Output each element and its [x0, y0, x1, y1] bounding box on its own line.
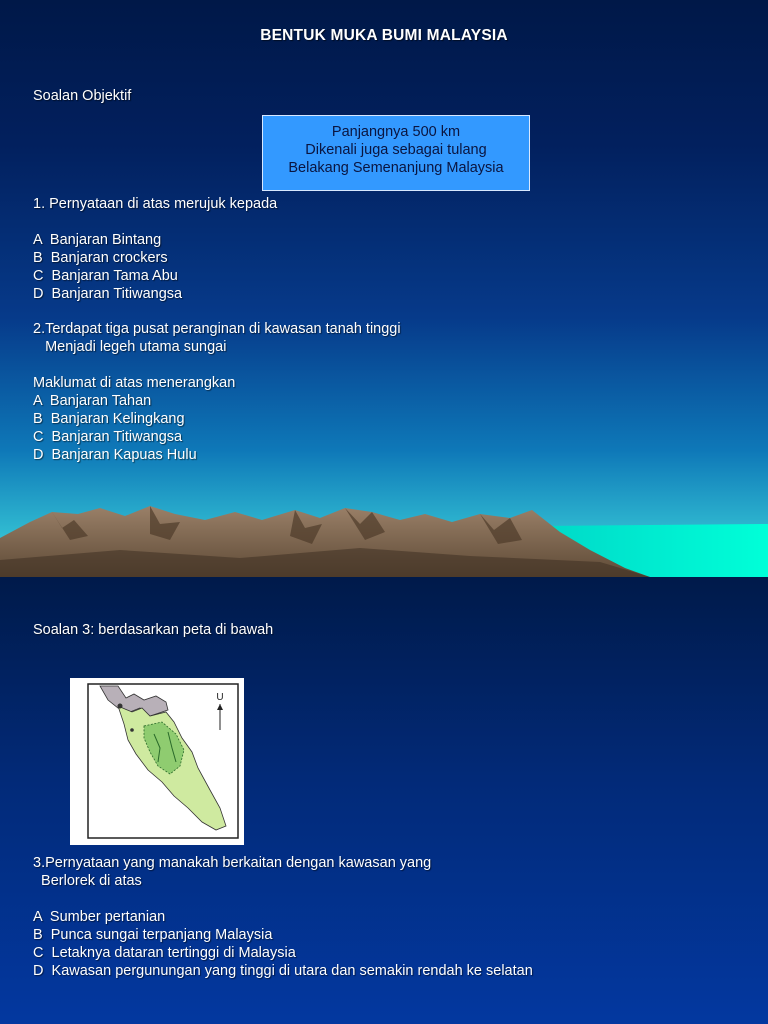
- option-d: D Banjaran Titiwangsa: [33, 286, 183, 302]
- option-b: B Punca sungai terpanjang Malaysia: [33, 927, 273, 943]
- option-a: A Banjaran Bintang: [33, 232, 162, 248]
- mountain-landscape-graphic: [0, 500, 768, 577]
- option-c: C Banjaran Tama Abu: [33, 268, 178, 284]
- option-a: A Sumber pertanian: [33, 909, 166, 925]
- option-d: D Banjaran Kapuas Hulu: [33, 447, 197, 463]
- question-1-options: [33, 231, 182, 303]
- option-c: C Banjaran Titiwangsa: [33, 429, 183, 445]
- peninsular-malaysia-map: [70, 678, 244, 845]
- question-3-stem-line-2: Berlorek di atas: [33, 873, 142, 889]
- option-b: B Banjaran Kelingkang: [33, 411, 185, 427]
- north-label: U: [216, 692, 224, 703]
- question-3-options: [33, 908, 533, 980]
- map-graphic: [70, 678, 244, 845]
- question-2-options: [33, 392, 197, 464]
- question-1-stem: 1. Pernyataan di atas merujuk kepada: [33, 196, 278, 212]
- option-c: C Letaknya dataran tertinggi di Malaysia: [33, 945, 296, 961]
- info-box: [262, 115, 530, 191]
- slide-2: [0, 577, 768, 1024]
- option-a: A Banjaran Tahan: [33, 393, 152, 409]
- question-3-stem-line-1: 3.Pernyataan yang manakah berkaitan dengan kawasan yang: [33, 855, 432, 871]
- option-d: D Kawasan pergunungan yang tinggi di utara dan semakin rendah ke selatan: [33, 963, 533, 979]
- question-3-heading: Soalan 3: berdasarkan peta di bawah: [33, 622, 274, 638]
- slide-title: BENTUK MUKA BUMI MALAYSIA: [260, 27, 508, 44]
- section-label: Soalan Objektif: [33, 88, 132, 104]
- option-b: B Banjaran crockers: [33, 250, 168, 266]
- question-2-lead: Maklumat di atas menerangkan: [33, 375, 236, 391]
- info-line-3: Belakang Semenanjung Malaysia: [288, 160, 504, 176]
- question-2-stem-line-2: Menjadi legeh utama sungai: [33, 339, 227, 355]
- question-2-stem-line-1: 2.Terdapat tiga pusat peranginan di kawasan tanah tinggi: [33, 321, 401, 337]
- info-line-2: Dikenali juga sebagai tulang: [305, 142, 487, 158]
- info-line-1: Panjangnya 500 km: [331, 124, 461, 140]
